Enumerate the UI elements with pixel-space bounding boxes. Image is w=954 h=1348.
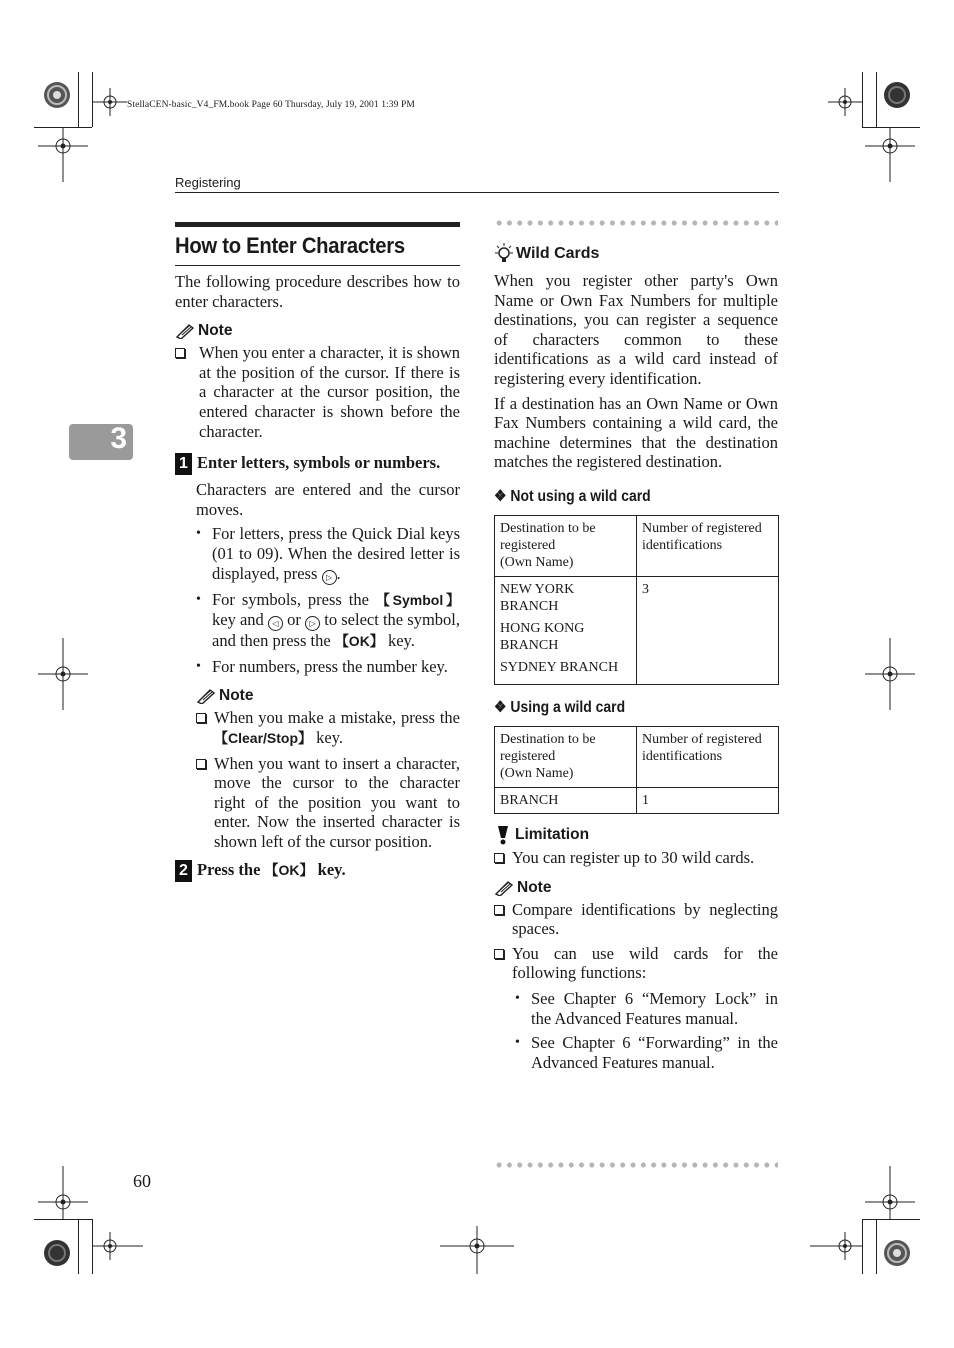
bullet-2-end: key. bbox=[387, 631, 415, 651]
bullet-2-or: or bbox=[287, 610, 301, 630]
checkbox-icon bbox=[494, 853, 504, 863]
note-heading bbox=[175, 322, 460, 340]
using-wild-card-table bbox=[494, 726, 779, 814]
ok-key-label: 【OK】 bbox=[264, 862, 314, 879]
note-heading bbox=[196, 687, 460, 705]
crosshair-icon bbox=[38, 638, 88, 710]
bullet-dot: • bbox=[196, 526, 201, 542]
header-line: registered bbox=[500, 537, 556, 553]
table-cell: 3 bbox=[637, 576, 779, 684]
title-rule-bottom bbox=[175, 265, 460, 266]
step-1-content bbox=[196, 480, 460, 851]
crosshair-icon bbox=[93, 88, 127, 116]
bullet-item bbox=[515, 1033, 778, 1072]
header-line: Destination to be bbox=[500, 731, 596, 747]
header-rule bbox=[175, 192, 779, 193]
step-number-1: 1 bbox=[175, 453, 192, 475]
bullet-2-post: to select the symbol, and then press the bbox=[212, 610, 461, 651]
note-2-text-1: When you make a mistake, press the bbox=[214, 708, 460, 728]
note-2-text-1-end: key. bbox=[316, 727, 344, 747]
step-2-text bbox=[197, 860, 346, 882]
right-arrow-key-icon: ▷ bbox=[305, 616, 320, 631]
wild-cards-paragraph-1: When you register other party's Own Name or Own Fax Numbers for multiple destinations, you can register a sequence of characters common to these identifications as a wild card instead of registering every identification. bbox=[494, 271, 778, 388]
note-heading bbox=[494, 879, 778, 897]
bullet-text bbox=[212, 590, 460, 652]
chapter-number: 3 bbox=[110, 422, 127, 455]
table-header-row bbox=[495, 515, 779, 576]
crosshair-icon bbox=[865, 1166, 915, 1220]
bullet-2-mid: key and bbox=[212, 610, 264, 630]
pencil-note-icon bbox=[196, 688, 216, 704]
chapter-tab bbox=[69, 424, 133, 460]
crosshair-icon bbox=[865, 638, 915, 710]
checkbox-icon bbox=[175, 348, 185, 358]
note-item bbox=[175, 343, 460, 441]
note-text: Compare identifications by neglecting spaces. bbox=[512, 899, 778, 939]
note-item bbox=[494, 900, 778, 939]
section-title: How to Enter Characters bbox=[175, 233, 405, 258]
exclamation-icon bbox=[494, 825, 512, 845]
note-text: When you want to insert a character, move the cursor to the character right of the position you want to enter. Now the inserted character is shown left of the cursor position. bbox=[214, 753, 460, 851]
limitation-item bbox=[494, 848, 778, 868]
destination-name: NEW YORK BRANCH bbox=[500, 581, 575, 614]
bullet-item bbox=[196, 590, 460, 652]
bullet-dot: • bbox=[196, 591, 201, 607]
table-cell: BRANCH bbox=[495, 787, 637, 813]
crop-target-icon bbox=[880, 1236, 914, 1270]
crop-target-icon bbox=[40, 78, 74, 112]
crosshair-icon bbox=[93, 1232, 143, 1260]
bullet-3-text: For numbers, press the number key. bbox=[212, 656, 448, 676]
crosshair-icon bbox=[38, 1166, 88, 1220]
left-arrow-key-icon: ◁ bbox=[268, 616, 283, 631]
note-text: You can use wild cards for the following functions: bbox=[512, 943, 778, 983]
crop-target-icon bbox=[40, 1236, 74, 1270]
bullet-item bbox=[196, 657, 460, 677]
book-file-header: StellaCEN-basic_V4_FM.book Page 60 Thursday, July 19, 2001 1:39 PM bbox=[127, 100, 415, 110]
step-2-post: key. bbox=[317, 860, 346, 880]
not-using-wild-card-table bbox=[494, 515, 779, 685]
running-head: Registering bbox=[175, 175, 241, 190]
pencil-note-icon bbox=[494, 880, 514, 896]
crosshair-icon bbox=[810, 1232, 862, 1260]
bullet-1-text: For letters, press the Quick Dial keys (01 to 09). When the desired letter is displayed, press bbox=[212, 524, 460, 583]
note-text bbox=[214, 708, 460, 748]
dotted-separator-bottom bbox=[494, 1162, 778, 1168]
bullet-2-text: For symbols, press the bbox=[212, 589, 369, 609]
header-line: (Own Name) bbox=[500, 554, 574, 570]
step-1-text: Enter letters, symbols or numbers. bbox=[197, 453, 441, 473]
page-number: 60 bbox=[133, 1171, 151, 1191]
ok-key-label: 【OK】 bbox=[334, 633, 384, 650]
reference-text: See Chapter 6 “Forwarding” in the Advanced Features manual. bbox=[531, 1033, 778, 1072]
table-header-row bbox=[495, 726, 779, 787]
crosshair-icon bbox=[38, 128, 88, 182]
header-line: registered bbox=[500, 748, 556, 764]
note-item bbox=[196, 754, 460, 852]
wild-cards-heading bbox=[494, 243, 778, 265]
limitation-label: Limitation bbox=[515, 825, 590, 843]
not-using-wild-card-heading: ❖ Not using a wild card bbox=[494, 487, 651, 505]
title-rule-top bbox=[175, 222, 460, 227]
bullet-item bbox=[515, 989, 778, 1028]
step-1 bbox=[175, 453, 460, 475]
reference-text: See Chapter 6 “Memory Lock” in the Advanced Features manual. bbox=[531, 988, 778, 1028]
pencil-note-icon bbox=[175, 323, 195, 339]
header-line: (Own Name) bbox=[500, 765, 574, 781]
checkbox-icon bbox=[494, 905, 504, 915]
table-header-cell: Number of registered identifications bbox=[637, 515, 779, 576]
note-label: Note bbox=[219, 687, 254, 705]
intro-text: The following procedure describes how to enter characters. bbox=[175, 272, 460, 311]
table-header-cell bbox=[495, 726, 637, 787]
symbol-key-label: 【Symbol】 bbox=[375, 591, 461, 608]
step-2 bbox=[175, 860, 460, 882]
lightbulb-icon bbox=[494, 243, 514, 265]
table-row bbox=[495, 787, 779, 813]
crosshair-icon bbox=[865, 128, 915, 182]
header-line: Destination to be bbox=[500, 520, 596, 536]
right-column bbox=[494, 220, 778, 1072]
destination-name: SYDNEY BRANCH bbox=[500, 659, 619, 675]
table-header-cell: Number of registered identifications bbox=[637, 726, 779, 787]
clear-stop-key-label: 【Clear/Stop】 bbox=[214, 729, 313, 746]
checkbox-icon bbox=[196, 713, 206, 723]
crosshair-icon bbox=[828, 88, 862, 116]
note-label: Note bbox=[198, 322, 233, 340]
destination-name: HONG KONG BRANCH bbox=[500, 620, 585, 653]
dotted-separator-top bbox=[494, 220, 778, 226]
note-text: When you enter a character, it is shown at the position of the cursor. If there is a character at the cursor position, the entered character is shown before the character. bbox=[199, 343, 460, 441]
step-2-pre: Press the bbox=[197, 860, 261, 880]
checkbox-icon bbox=[196, 759, 206, 769]
limitation-heading bbox=[494, 825, 778, 845]
table-header-cell bbox=[495, 515, 637, 576]
checkbox-icon bbox=[494, 949, 504, 959]
bullet-item bbox=[196, 524, 460, 584]
bullet-dot: • bbox=[196, 658, 201, 674]
crop-target-icon bbox=[880, 78, 914, 112]
wild-cards-title: Wild Cards bbox=[516, 245, 600, 262]
step-1-body: Characters are entered and the cursor moves. bbox=[196, 480, 460, 519]
table-cell: 1 bbox=[637, 787, 779, 813]
step-number-2: 2 bbox=[175, 860, 192, 882]
table-row bbox=[495, 576, 779, 684]
using-wild-card-heading: ❖ Using a wild card bbox=[494, 698, 626, 716]
bullet-dot: • bbox=[515, 990, 520, 1006]
note-label: Note bbox=[517, 878, 552, 896]
left-column bbox=[175, 222, 460, 882]
bullet-dot: • bbox=[515, 1035, 520, 1051]
crosshair-icon bbox=[440, 1226, 514, 1274]
wild-cards-paragraph-2: If a destination has an Own Name or Own Fax Numbers containing a wild card, the machine determines that the destination matches the registered destination. bbox=[494, 393, 778, 472]
limitation-text: You can register up to 30 wild cards. bbox=[512, 847, 755, 867]
bullet-text: For letters, press the Quick Dial keys (01 to 09). When the desired letter is displayed, press ▷ . bbox=[212, 524, 460, 583]
table-cell bbox=[495, 576, 637, 684]
note-item bbox=[494, 944, 778, 983]
right-arrow-key-icon: ▷ bbox=[322, 570, 337, 585]
note-item bbox=[196, 708, 460, 748]
